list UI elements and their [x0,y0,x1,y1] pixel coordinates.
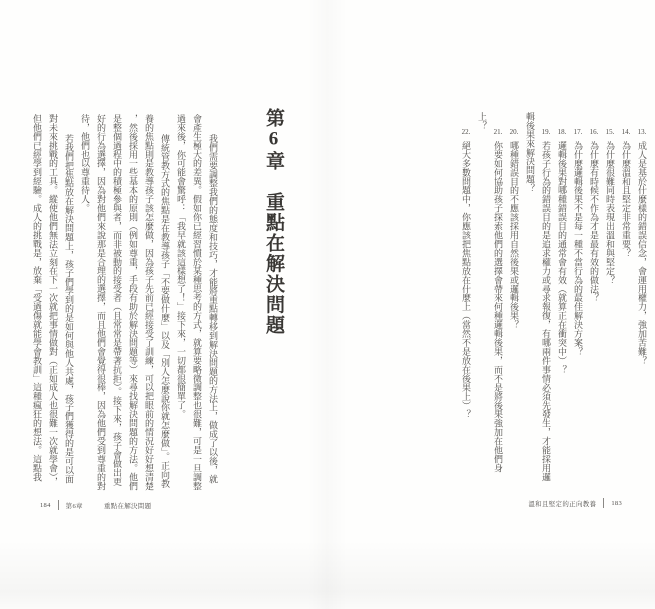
footer-divider [58,500,59,510]
right-page-number: 183 [611,499,622,507]
question-item: 19.若孩子行為的錯誤目的是追求權力或尋求報復，有哪兩件事情必須先發生，才能採用邏輯後果來解決問題？ [525,112,551,482]
left-page-number: 184 [40,501,51,509]
right-page-footer [528,498,622,508]
question-item: 15.為什麼很難同時表現出溫和與堅定？ [605,128,615,285]
body-paragraph: 若我們把焦點放在解決問題上，孩子們學到的是如何與他人共處，孩子們獲得的是可以面對未來挑戰的工具。縱使他們無法立刻在下一次就把事情做對（正如成人也很難一次就學會），但他們已經學到經驗。成人的挑戰是，放棄「受過傷就能學會教訓」這種瘋狂的想法。這點我 [32,114,74,486]
chapter-title: 第6章 重點在解決問題 [263,108,284,336]
left-page [0,0,327,609]
question-item: 16.為什麼有時候不作為才是最有效的做法？ [589,128,599,303]
question-item: 17.為什麼邏輯後果不是每一種不當行為的最佳解決方案？ [573,128,583,357]
question-item: 20.哪種錯誤目的不應該採用自然後果或邏輯後果？ [509,128,519,330]
question-number: 13. [637,128,647,136]
question-item: 22.絕大多數問題中，你應該把焦點放在什麼上（當然不是放在後果上）？ [461,128,471,419]
question-number: 18. [557,128,567,136]
question-number: 19. [541,128,551,136]
question-number: 17. [573,128,583,136]
question-list [454,112,650,489]
question-item: 21.你要如何協助孩子探索他們的選擇會帶來何種邏輯後果，而不是將後果強加在他們身上？ [477,112,503,473]
left-page-body [25,114,221,491]
footer-chapter-title: 重點在解決問題 [103,502,152,510]
question-number: 16. [589,128,599,136]
body-paragraph: 傳統管教方式的焦點是在教導孩子「不要做什麼」以及「別人怎麼說你就怎麼做」。正向教養的焦點則是教導孩子該怎麼做，因為孩子先前已經接受了訓練，可以把眼前的情況好好想清楚，然後採用一些基本的原則（例如尊重，手段有助於解決問題等）來尋找解決問題的方法。他們是整個過程中的積極參與者，而非被動的接受者（且常常是帶著抗拒）。接下來，孩子會做出更好的行為選擇，因為對他們來說那是合理的選擇，而且他們會覺得很棒，因為他們受到尊重的對待，他們也以尊重待人。 [80,114,170,491]
question-number: 14. [621,128,631,136]
question-number: 22. [461,128,471,136]
left-page-footer [40,500,151,510]
footer-book-title: 溫和且堅定的正向教養 [528,500,597,508]
right-page [327,0,655,609]
question-number: 20. [509,128,519,136]
question-item: 14.為什麼溫和且堅定非常重要？ [621,128,631,258]
question-number: 21. [493,128,503,136]
footer-divider [603,498,604,508]
question-item: 18.邏輯後果對哪種錯誤目的通常會有效（就算正在衝突中）？ [557,128,567,374]
question-number: 15. [605,128,615,136]
question-item: 13.成人是基於什麼樣的錯誤信念，會運用權力，強加苦難？ [637,128,647,366]
footer-chapter-label: 第6章 [65,502,83,510]
body-paragraph: 我們需要調整我們的態度和技巧，才能將重點轉移到解決問題的方法上，做成了以後，就會產生極大的差異。假如你已經習慣於某種思考的方式，就算要略微調整也很難，可是一旦調整過來後，你可能會驚呼：「我早就該這樣想了！」接下來，一切都很簡單了。 [176,114,218,491]
